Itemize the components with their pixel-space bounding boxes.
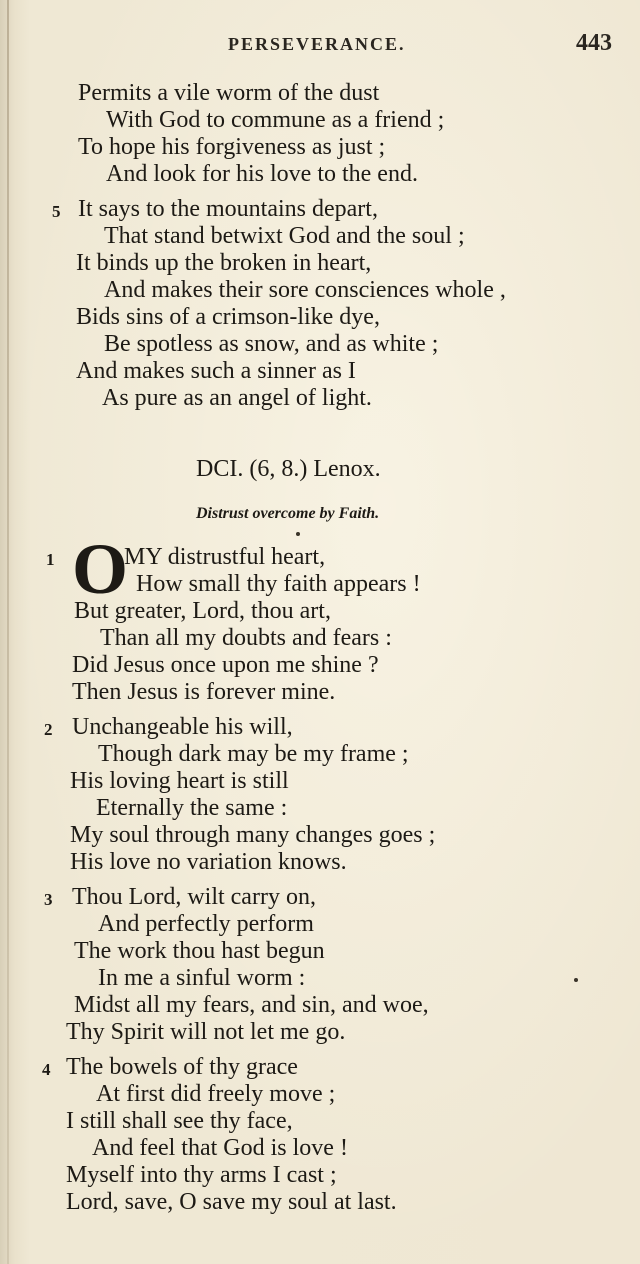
poem-line: Thy Spirit will not let me go. bbox=[66, 1019, 346, 1045]
poem-line: I still shall see thy face, bbox=[66, 1108, 293, 1134]
poem-line: Lord, save, O save my soul at last. bbox=[66, 1189, 397, 1215]
hymn-subtitle: Distrust overcome by Faith. bbox=[196, 505, 380, 522]
poem-line: And makes their sore consciences whole , bbox=[104, 277, 506, 303]
ink-speck bbox=[574, 978, 578, 982]
poem-line: My soul through many changes goes ; bbox=[70, 822, 436, 848]
poem-line: Then Jesus is forever mine. bbox=[72, 679, 336, 705]
drop-cap: O bbox=[72, 529, 129, 609]
poem-line: Though dark may be my frame ; bbox=[98, 741, 409, 767]
poem-line: Bids sins of a crimson-like dye, bbox=[76, 304, 380, 330]
poem-line: It says to the mountains depart, bbox=[78, 196, 378, 222]
poem-line: But greater, Lord, thou art, bbox=[74, 598, 331, 624]
poem-line: Than all my doubts and fears : bbox=[100, 625, 392, 651]
hymn-title: DCI. (6, 8.) Lenox. bbox=[196, 456, 381, 482]
poem-line: Unchangeable his will, bbox=[72, 714, 293, 740]
poem-line: Did Jesus once upon me shine ? bbox=[72, 652, 379, 678]
poem-line: To hope his forgiveness as just ; bbox=[78, 134, 386, 160]
poem-line: The work thou hast begun bbox=[74, 938, 325, 964]
poem-line: How small thy faith appears ! bbox=[136, 571, 421, 597]
verse-number: 4 bbox=[42, 1060, 51, 1079]
poem-line: With God to commune as a friend ; bbox=[106, 107, 445, 133]
poem-line: MY distrustful heart, bbox=[124, 544, 326, 570]
poem-line: It binds up the broken in heart, bbox=[76, 250, 372, 276]
poem-line: Myself into thy arms I cast ; bbox=[66, 1162, 337, 1188]
poem-line: Be spotless as snow, and as white ; bbox=[104, 331, 439, 357]
poem-line: And perfectly perform bbox=[98, 911, 314, 937]
poem-line: At first did freely move ; bbox=[96, 1081, 336, 1107]
poem-line: His love no variation knows. bbox=[70, 849, 347, 875]
poem-line: Permits a vile worm of the dust bbox=[78, 80, 380, 106]
verse-number: 5 bbox=[52, 202, 61, 221]
running-head: PERSEVERANCE. bbox=[228, 34, 406, 54]
poem-line: The bowels of thy grace bbox=[66, 1054, 298, 1080]
poem-line: Eternally the same : bbox=[96, 795, 288, 821]
poem-line: Thou Lord, wilt carry on, bbox=[72, 884, 316, 910]
poem-line: In me a sinful worm : bbox=[98, 965, 306, 991]
verse-number: 3 bbox=[44, 890, 53, 909]
ornament-dot bbox=[296, 532, 300, 536]
verse-number: 2 bbox=[44, 720, 53, 739]
page-number: 443 bbox=[576, 30, 612, 56]
poem-line: As pure as an angel of light. bbox=[102, 385, 372, 411]
poem-line: And feel that God is love ! bbox=[92, 1135, 348, 1161]
page-gutter bbox=[7, 0, 9, 1264]
poem-line: That stand betwixt God and the soul ; bbox=[104, 223, 465, 249]
poem-line: Midst all my fears, and sin, and woe, bbox=[74, 992, 429, 1018]
poem-line: And look for his love to the end. bbox=[106, 161, 418, 187]
verse-number: 1 bbox=[46, 550, 55, 569]
poem-line: And makes such a sinner as I bbox=[76, 358, 356, 384]
poem-line: His loving heart is still bbox=[70, 768, 289, 794]
